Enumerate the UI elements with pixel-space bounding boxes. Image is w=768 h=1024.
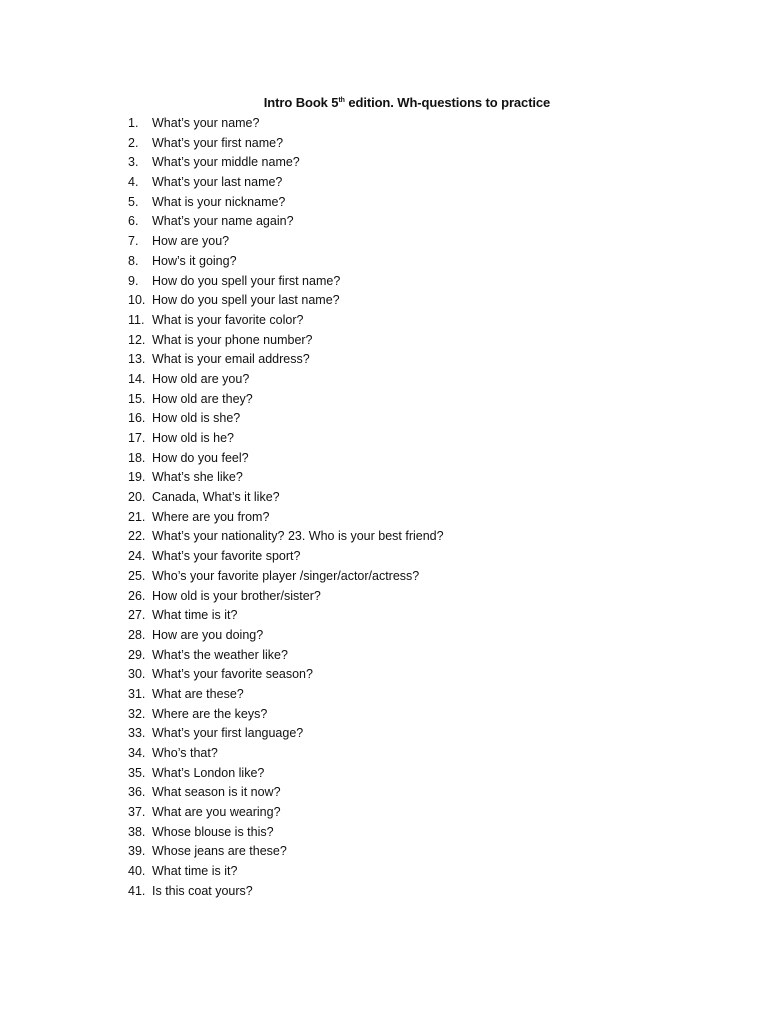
- question-text: What are these?: [152, 686, 244, 701]
- question-number: 31.: [128, 686, 146, 701]
- list-item: [128, 193, 444, 213]
- question-number: 24.: [128, 549, 146, 564]
- list-item: [128, 134, 444, 154]
- question-text: How’s it going?: [152, 253, 237, 268]
- question-text: What time is it?: [152, 608, 238, 623]
- list-item: [128, 508, 444, 528]
- list-item: [128, 842, 444, 862]
- question-number: 28.: [128, 627, 146, 642]
- question-number: 6.: [128, 214, 139, 229]
- question-number: 16.: [128, 411, 146, 426]
- question-number: 14.: [128, 371, 146, 386]
- question-number: 30.: [128, 667, 146, 682]
- question-text: How do you spell your last name?: [152, 293, 340, 308]
- question-text: How do you feel?: [152, 450, 249, 465]
- question-text: What’s your first language?: [152, 726, 304, 741]
- question-number: 39.: [128, 844, 146, 859]
- question-text: Who’s your favorite player /singer/actor/actress?: [152, 568, 420, 583]
- list-item: [128, 370, 444, 390]
- question-text: How old are they?: [152, 391, 253, 406]
- question-number: 33.: [128, 726, 146, 741]
- list-item: [128, 646, 444, 666]
- question-text: What’s your favorite sport?: [152, 549, 301, 564]
- list-item: [128, 724, 444, 744]
- question-number: 34.: [128, 746, 146, 760]
- question-number: 38.: [128, 824, 146, 839]
- list-item: [128, 547, 444, 567]
- list-item: [128, 783, 444, 803]
- list-item: [128, 705, 444, 725]
- question-number: 32.: [128, 706, 146, 721]
- list-item: [128, 567, 444, 587]
- list-item: [128, 291, 444, 311]
- list-item: [128, 212, 444, 232]
- list-item: [128, 527, 444, 547]
- question-number: 17.: [128, 431, 146, 445]
- question-text: How are you doing?: [152, 627, 264, 642]
- question-text: How old are you?: [152, 371, 250, 386]
- question-text: How do you spell your first name?: [152, 273, 341, 288]
- list-item: [128, 114, 444, 134]
- question-number: 25.: [128, 568, 146, 583]
- question-text: What’s your first name?: [152, 135, 284, 150]
- question-text: What is your favorite color?: [152, 312, 304, 327]
- question-number: 4.: [128, 175, 139, 190]
- list-item: [128, 744, 444, 764]
- question-text: What season is it now?: [152, 785, 281, 800]
- question-text: What’s your name again?: [152, 214, 294, 229]
- question-text: What’s London like?: [152, 765, 265, 780]
- list-item: [128, 862, 444, 882]
- question-number: 20.: [128, 490, 146, 505]
- list-item: [128, 449, 444, 469]
- question-number: 13.: [128, 352, 146, 367]
- question-number: 10.: [128, 293, 146, 308]
- list-item: [128, 350, 444, 370]
- list-item: [128, 606, 444, 626]
- question-number: 26.: [128, 588, 146, 603]
- question-text: What’s your favorite season?: [152, 667, 313, 682]
- list-item: [128, 468, 444, 488]
- question-number: 18.: [128, 450, 146, 465]
- question-text: Whose jeans are these?: [152, 844, 287, 859]
- question-text: What’s your middle name?: [152, 155, 300, 170]
- list-item: [128, 665, 444, 685]
- list-item: [128, 232, 444, 252]
- question-number: 40.: [128, 864, 146, 879]
- question-number: 1.: [128, 116, 139, 130]
- question-number: 15.: [128, 391, 146, 406]
- question-number: 5.: [128, 194, 139, 209]
- list-item: [128, 488, 444, 508]
- title-superscript: th: [338, 97, 345, 104]
- question-text: How are you?: [152, 234, 230, 249]
- question-text: Is this coat yours?: [152, 883, 253, 898]
- question-text: How old is he?: [152, 431, 234, 445]
- title-suffix: edition. Wh-questions to practice: [344, 95, 551, 110]
- question-number: 2.: [128, 135, 139, 150]
- question-text: What are you wearing?: [152, 805, 281, 820]
- question-text: Where are you from?: [152, 509, 270, 524]
- question-number: 22.: [128, 529, 146, 544]
- list-item: [128, 272, 444, 292]
- question-number: 7.: [128, 234, 139, 249]
- question-number: 37.: [128, 805, 146, 820]
- list-item: [128, 429, 444, 449]
- question-text: What time is it?: [152, 864, 238, 879]
- list-item: [128, 390, 444, 410]
- list-item: [128, 823, 444, 843]
- list-item: [128, 626, 444, 646]
- list-item: [128, 331, 444, 351]
- question-text: What’s your last name?: [152, 175, 283, 190]
- title-prefix: Intro Book 5: [263, 95, 339, 110]
- question-text: Whose blouse is this?: [152, 824, 274, 839]
- question-number: 9.: [128, 273, 139, 288]
- list-item: [128, 587, 444, 607]
- question-number: 36.: [128, 785, 146, 800]
- question-number: 27.: [128, 608, 146, 623]
- question-number: 8.: [128, 253, 139, 268]
- question-text: What is your nickname?: [152, 194, 286, 209]
- list-item: [128, 409, 444, 429]
- question-number: 21.: [128, 509, 146, 524]
- list-item: [128, 685, 444, 705]
- question-text: What is your phone number?: [152, 332, 313, 347]
- question-number: 29.: [128, 647, 146, 662]
- question-list: [128, 114, 444, 902]
- question-text: What is your email address?: [152, 352, 310, 367]
- list-item: [128, 764, 444, 784]
- question-text: What’s she like?: [152, 470, 243, 485]
- question-text: What’s your name?: [152, 116, 260, 130]
- list-item: [128, 311, 444, 331]
- question-text: What’s your nationality? 23. Who is your best friend?: [152, 529, 444, 544]
- list-item: [128, 882, 444, 902]
- question-number: 3.: [128, 155, 139, 170]
- list-item: [128, 173, 444, 193]
- question-text: How old is she?: [152, 411, 241, 426]
- question-number: 11.: [128, 312, 145, 327]
- question-number: 35.: [128, 765, 146, 780]
- list-item: [128, 153, 444, 173]
- question-text: Canada, What’s it like?: [152, 490, 280, 505]
- question-text: Who’s that?: [152, 746, 218, 760]
- question-text: How old is your brother/sister?: [152, 588, 321, 603]
- question-text: Where are the keys?: [152, 706, 268, 721]
- question-number: 19.: [128, 470, 146, 485]
- list-item: [128, 803, 444, 823]
- question-text: What’s the weather like?: [152, 647, 288, 662]
- question-number: 12.: [128, 332, 146, 347]
- page-title: [0, 95, 768, 111]
- question-number: 41.: [128, 883, 146, 898]
- list-item: [128, 252, 444, 272]
